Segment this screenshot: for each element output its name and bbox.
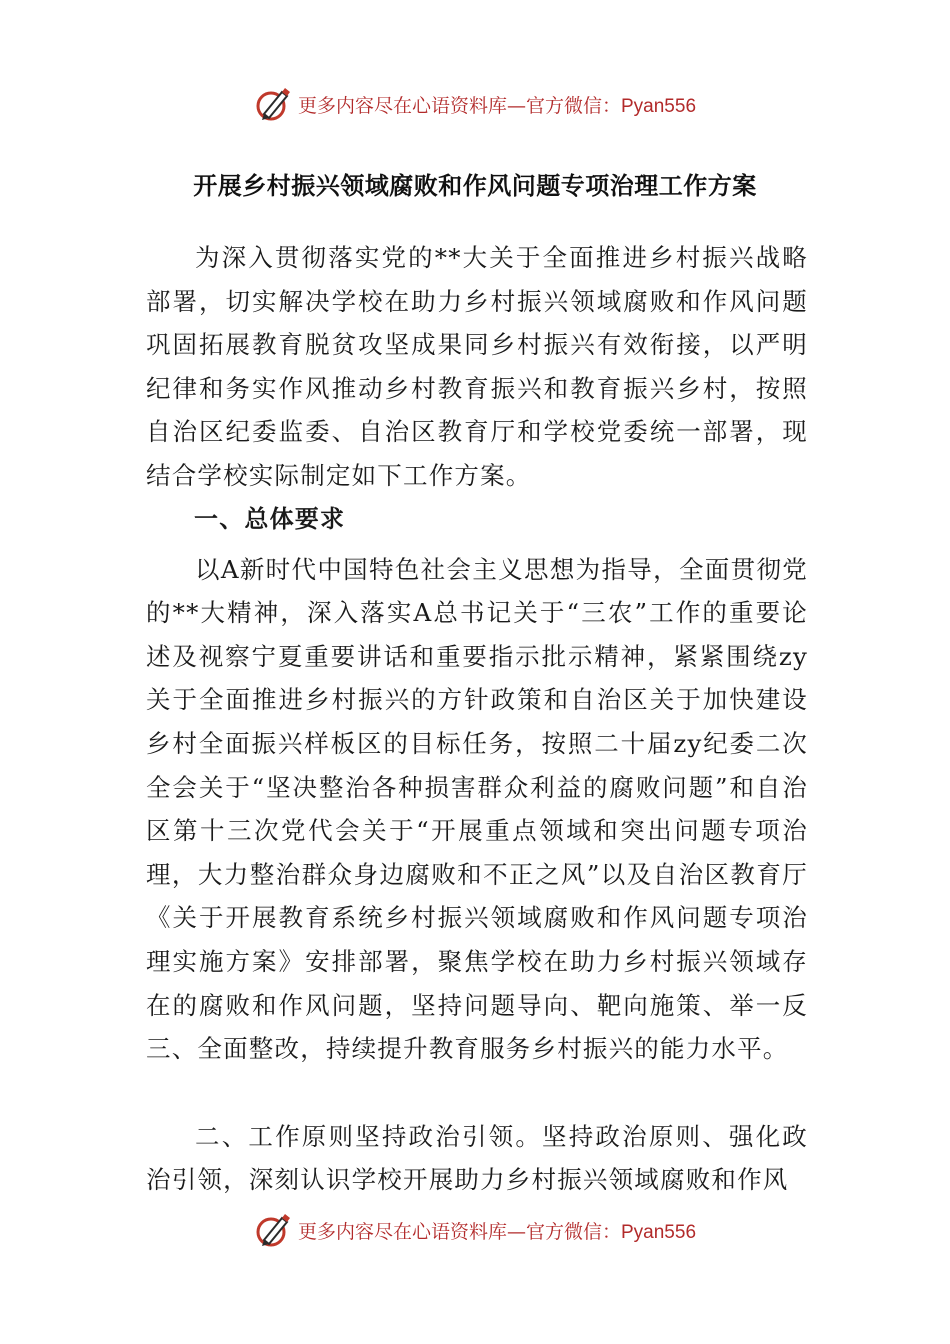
section1-paragraph: 以A新时代中国特色社会主义思想为指导，全面贯彻党的**大精神，深入落实A总书记关于“三农”工作的重要论述及视察宁夏重要讲话和重要指示批示精神，紧紧围绕zy关于全面推进乡村振兴的方针政策和自治区关于加快建设乡村全面振兴样板区的目标任务，按照二十届zy纪委二次全会关于“坚决整治各种损害群众利益的腐败问题”和自治区第十三次党代会关于“开展重点领域和突出问题专项治理，大力整治群众身边腐败和不正之风”以及自治区教育厅《关于开展教育系统乡村振兴领域腐败和作风问题专项治理实施方案》安排部署，聚焦学校在助力乡村振兴领域存在的腐败和作风问题，坚持问题导向、靶向施策、举一反三、全面整改，持续提升教育服务乡村振兴的能力水平。 (146, 554, 808, 1064)
watermark-header (0, 82, 950, 126)
document-title: 开展乡村振兴领域腐败和作风问题专项治理工作方案 (193, 172, 757, 200)
intro-paragraph: 为深入贯彻落实党的**大关于全面推进乡村振兴战略部署，切实解决学校在助力乡村振兴领域腐败和作风问题巩固拓展教育脱贫攻坚成果同乡村振兴有效衔接，以严明纪律和务实作风推动乡村教育振兴和教育振兴乡村，按照自治区纪委监委、自治区教育厅和学校党委统一部署，现结合学校实际制定如下工作方案。 (146, 243, 808, 490)
watermark-footer (0, 1208, 950, 1252)
section-heading-overall-requirements: 一、总体要求 (194, 505, 346, 533)
document-body (146, 236, 808, 1202)
section2-paragraph: 二、工作原则坚持政治引领。坚持政治原则、强化政治引领，深刻认识学校开展助力乡村振兴领域腐败和作风 (146, 1121, 808, 1195)
watermark-text: 更多内容尽在心语资料库—官方微信：Pyan556 (297, 1220, 697, 1243)
pen-logo-icon (254, 84, 294, 124)
watermark-text: 更多内容尽在心语资料库—官方微信：Pyan556 (297, 94, 697, 117)
pen-logo-icon (254, 1210, 294, 1250)
watermark-wechat-id: Pyan556 (621, 95, 697, 117)
watermark-wechat-id: Pyan556 (621, 1221, 697, 1243)
